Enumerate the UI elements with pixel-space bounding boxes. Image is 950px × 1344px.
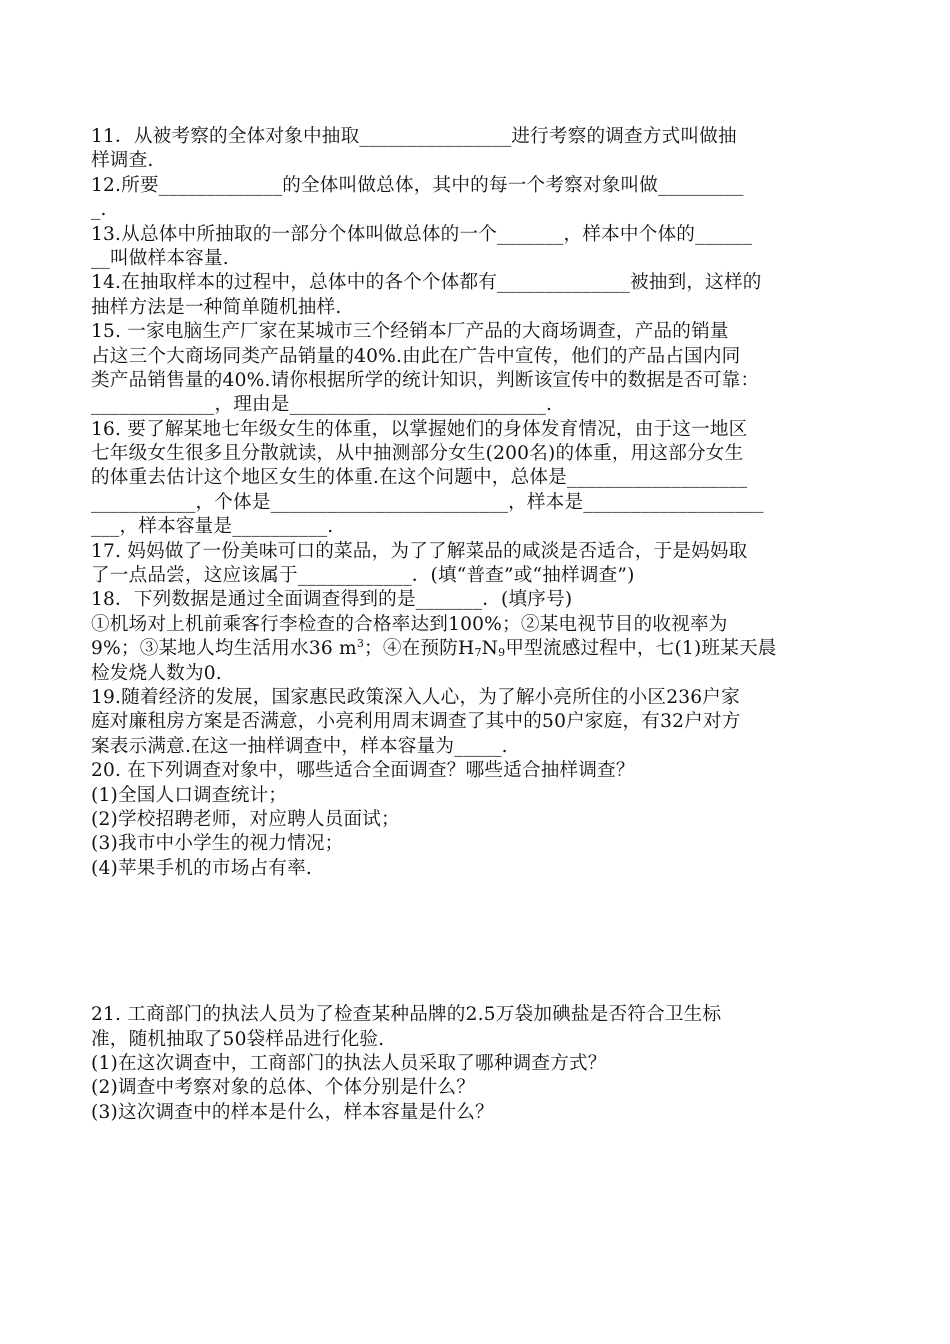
subscript: 7 <box>474 646 482 660</box>
text-fragment: N <box>481 638 499 660</box>
text-line: (2)调查中考察对象的总体、个体分别是什么？ <box>91 1077 476 1099</box>
question-11 <box>91 125 861 174</box>
text-line: 13.从总体中所抽取的一部分个体叫做总体的一个_______，样本中个体的______ <box>91 223 753 245</box>
answer-space <box>91 881 861 1003</box>
superscript: 3 <box>356 637 365 651</box>
text-line: ___，样本容量是__________. <box>91 516 334 538</box>
text-line: 了一点品尝，这应该属于____________．(填“普查”或“抽样调查”) <box>91 565 635 587</box>
question-20 <box>91 759 861 881</box>
text-line: 样调查. <box>91 150 154 172</box>
text-fragment: ；④在预防H <box>364 638 475 660</box>
text-line: 21. 工商部门的执法人员为了检查某种品牌的2.5万袋加碘盐是否符合卫生标 <box>91 1004 722 1026</box>
question-18 <box>91 588 861 686</box>
question-16 <box>91 418 861 540</box>
text-line: 准，随机抽取了50袋样品进行化验. <box>91 1028 385 1050</box>
text-line: 12.所要_____________的全体叫做总体，其中的每一个考察对象叫做_________ <box>91 174 744 196</box>
text-line: 的体重去估计这个地区女生的体重.在这个问题中，总体是___________________ <box>91 467 748 489</box>
text-line: 18．下列数据是通过全面调查得到的是_______．(填序号) <box>91 589 573 611</box>
text-line: 17. 妈妈做了一份美味可口的菜品，为了了解菜品的咸淡是否适合，于是妈妈取 <box>91 540 748 562</box>
text-line: _. <box>91 199 107 221</box>
text-line: 16. 要了解某地七年级女生的体重，以掌握她们的身体发育情况，由于这一地区 <box>91 418 748 440</box>
text-line: 检发烧人数为0. <box>91 662 222 684</box>
text-line: (1)全国人口调查统计； <box>91 784 288 806</box>
question-17 <box>91 540 861 589</box>
text-line: _____________，理由是___________________________. <box>91 394 553 416</box>
text-fragment: 甲型流感过程中，七(1)班某天晨 <box>505 638 777 660</box>
text-line: 11．从被考察的全体对象中抽取________________进行考察的调查方式叫做抽 <box>91 126 737 147</box>
text-line: 庭对廉租房方案是否满意，小亮利用周末调查了其中的50户家庭，有32户对方 <box>91 711 741 733</box>
text-line: 抽样方法是一种简单随机抽样. <box>91 296 342 318</box>
text-line: ___________，个体是_________________________，样本是___________________ <box>91 491 764 513</box>
question-21 <box>91 1003 861 1125</box>
text-line: 占这三个大商场同类产品销量的40%.由此在广告中宣传，他们的产品占国内同 <box>91 345 741 367</box>
text-line: 案表示满意.在这一抽样调查中，样本容量为_____. <box>91 735 508 757</box>
text-fragment: 9%；③某地人均生活用水36 m <box>91 638 357 660</box>
text-line: __叫做样本容量. <box>91 247 229 269</box>
question-19 <box>91 686 861 759</box>
question-15 <box>91 320 861 418</box>
text-line: ①机场对上机前乘客行李检查的合格率达到100%；②某电视节目的收视率为 <box>91 613 728 635</box>
question-13 <box>91 223 861 272</box>
text-line: (2)学校招聘老师，对应聘人员面试； <box>91 808 400 830</box>
subscript: 9 <box>498 646 506 660</box>
text-line: 14.在抽取样本的过程中，总体中的各个个体都有______________被抽到，这样的 <box>91 272 762 294</box>
text-line: 类产品销售量的40%.请你根据所学的统计知识，判断该宣传中的数据是否可靠： <box>91 369 760 391</box>
text-line: (1)在这次调查中，工商部门的执法人员采取了哪种调查方式？ <box>91 1052 607 1074</box>
text-line: (4)苹果手机的市场占有率. <box>91 857 312 879</box>
text-line: 15. 一家电脑生产厂家在某城市三个经销本厂产品的大商场调查，产品的销量 <box>91 321 729 343</box>
question-14 <box>91 271 861 320</box>
text-line: (3)我市中小学生的视力情况； <box>91 833 344 855</box>
text-line: (3)这次调查中的样本是什么，样本容量是什么？ <box>91 1101 494 1123</box>
worksheet-page <box>91 125 861 1125</box>
question-12 <box>91 174 861 223</box>
text-line: 20. 在下列调查对象中，哪些适合全面调查？哪些适合抽样调查？ <box>91 760 635 782</box>
text-line: 19.随着经济的发展，国家惠民政策深入人心，为了解小亮所住的小区236户家 <box>91 686 740 708</box>
text-line-with-formula <box>91 637 861 661</box>
text-line: 七年级女生很多且分散就读，从中抽测部分女生(200名)的体重，用这部分女生 <box>91 443 744 465</box>
